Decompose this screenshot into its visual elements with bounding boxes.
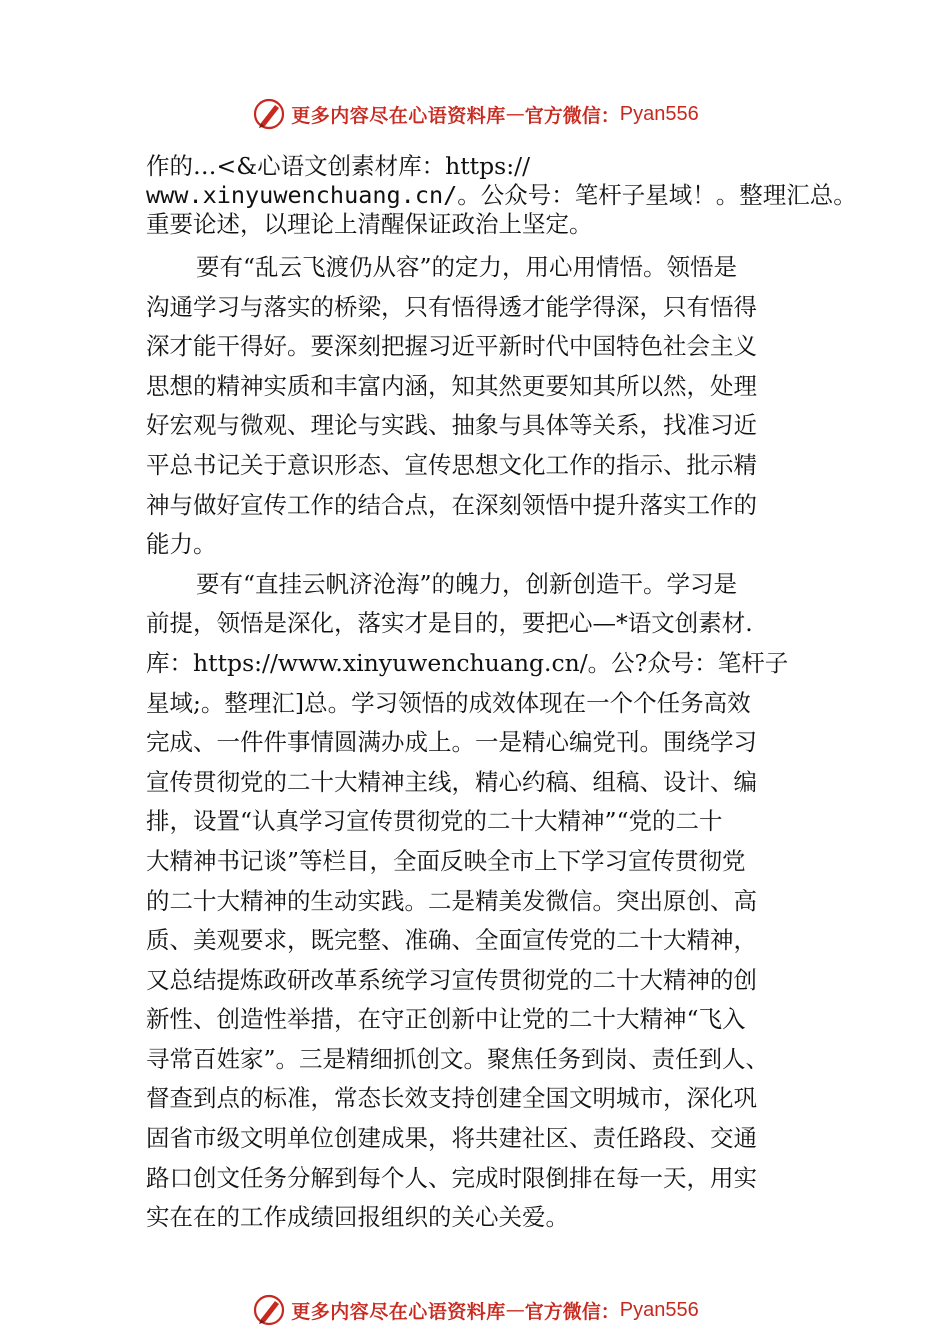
banner-title: 更多内容尽在心语资料库 [291, 1300, 506, 1323]
paragraph-line: 路口创文任务分解到每个人、完成时限倒排在每一天，用实 [146, 1163, 757, 1192]
banner-wechat-label: 官方微信： [524, 1300, 620, 1323]
paragraph-line: 寻常百姓家”。三是精细抓创文。聚焦任务到岗、责任到人、 [146, 1044, 770, 1073]
paragraph-line: 平总书记关于意识形态、宣传思想文化工作的指示、批示精 [146, 450, 757, 479]
banner-title: 更多内容尽在心语资料库 [291, 104, 506, 127]
banner-dash: — [505, 1299, 525, 1321]
paragraph-line: 要有“乱云飞渡仍从容”的定力，用心用情悟。领悟是 [196, 253, 738, 281]
paragraph-line: 库：https://www.xinyuwenchuang.cn/。公?众号：笔杆子 [146, 648, 789, 677]
intro-line: www.xinyuwenchuang.cn/。公众号：笔杆子星域！。整理汇总。 [146, 181, 857, 209]
paragraph-line: 神与做好宣传工作的结合点，在深刻领悟中提升落实工作的 [146, 490, 757, 519]
paragraph-line: 质、美观要求，既完整、准确、全面宣传党的二十大精神， [146, 926, 757, 955]
paragraph-line: 前提，领悟是深化，落实才是目的，要把心—*语文创素材. [146, 609, 753, 638]
paragraph-line: 固省市级文明单位创建成果，将共建社区、责任路段、交通 [146, 1124, 757, 1153]
intro-line: 重要论述，以理论上清醒保证政治上坚定。 [146, 210, 593, 238]
paragraph-line: 好宏观与微观、理论与实践、抽象与具体等关系，找准习近 [146, 411, 757, 440]
paragraph-line: 要有“直挂云帆济沧海”的魄力，创新创造干。学习是 [196, 569, 738, 598]
banner-wechat-id: Pyan556 [619, 102, 699, 125]
paragraph-line: 新性、创造性举措，在守正创新中让党的二十大精神“飞入 [146, 1005, 746, 1034]
footer-banner [0, 1288, 950, 1332]
intro-line: 作的…<&心语文创素材库：https:// [146, 152, 530, 180]
header-banner [0, 92, 950, 136]
intro-text [146, 152, 926, 239]
paragraph-line: 的二十大精神的生动实践。二是精美发微信。突出原创、高 [146, 886, 757, 915]
banner-wechat-label: 官方微信： [524, 104, 620, 127]
banner-wechat-id: Pyan556 [619, 1298, 699, 1321]
paragraph-line: 思想的精神实质和丰富内涵，知其然更要知其所以然，处理 [146, 371, 757, 400]
paragraph-line: 沟通学习与落实的桥梁，只有悟得透才能学得深，只有悟得 [146, 292, 757, 321]
paragraph-line: 实在在的工作成绩回报组织的关心关爱。 [146, 1203, 569, 1232]
article-body [146, 248, 826, 1238]
paragraph-line: 完成、一件件事情圆满办成上。一是精心编党刊。围绕学习 [146, 728, 757, 757]
pen-logo-icon [251, 96, 287, 132]
banner-dash: — [505, 103, 525, 125]
paragraph-line: 星域;。整理汇]总。学习领悟的成效体现在一个个任务高效 [146, 688, 751, 717]
paragraph-line: 深才能干得好。要深刻把握习近平新时代中国特色社会主义 [146, 332, 757, 361]
paragraph-line: 又总结提炼政研改革系统学习宣传贯彻党的二十大精神的创 [146, 965, 757, 994]
paragraph-line: 能力。 [146, 530, 217, 559]
pen-logo-icon [251, 1292, 287, 1328]
paragraph-line: 宣传贯彻党的二十大精神主线，精心约稿、组稿、设计、编 [146, 767, 757, 796]
paragraph-line: 排，设置“认真学习宣传贯彻党的二十大精神”“党的二十 [146, 807, 723, 836]
paragraph-line: 大精神书记谈”等栏目，全面反映全市上下学习宣传贯彻党 [146, 846, 746, 875]
paragraph-line: 督查到点的标准，常态长效支持创建全国文明城市，深化巩 [146, 1084, 757, 1113]
